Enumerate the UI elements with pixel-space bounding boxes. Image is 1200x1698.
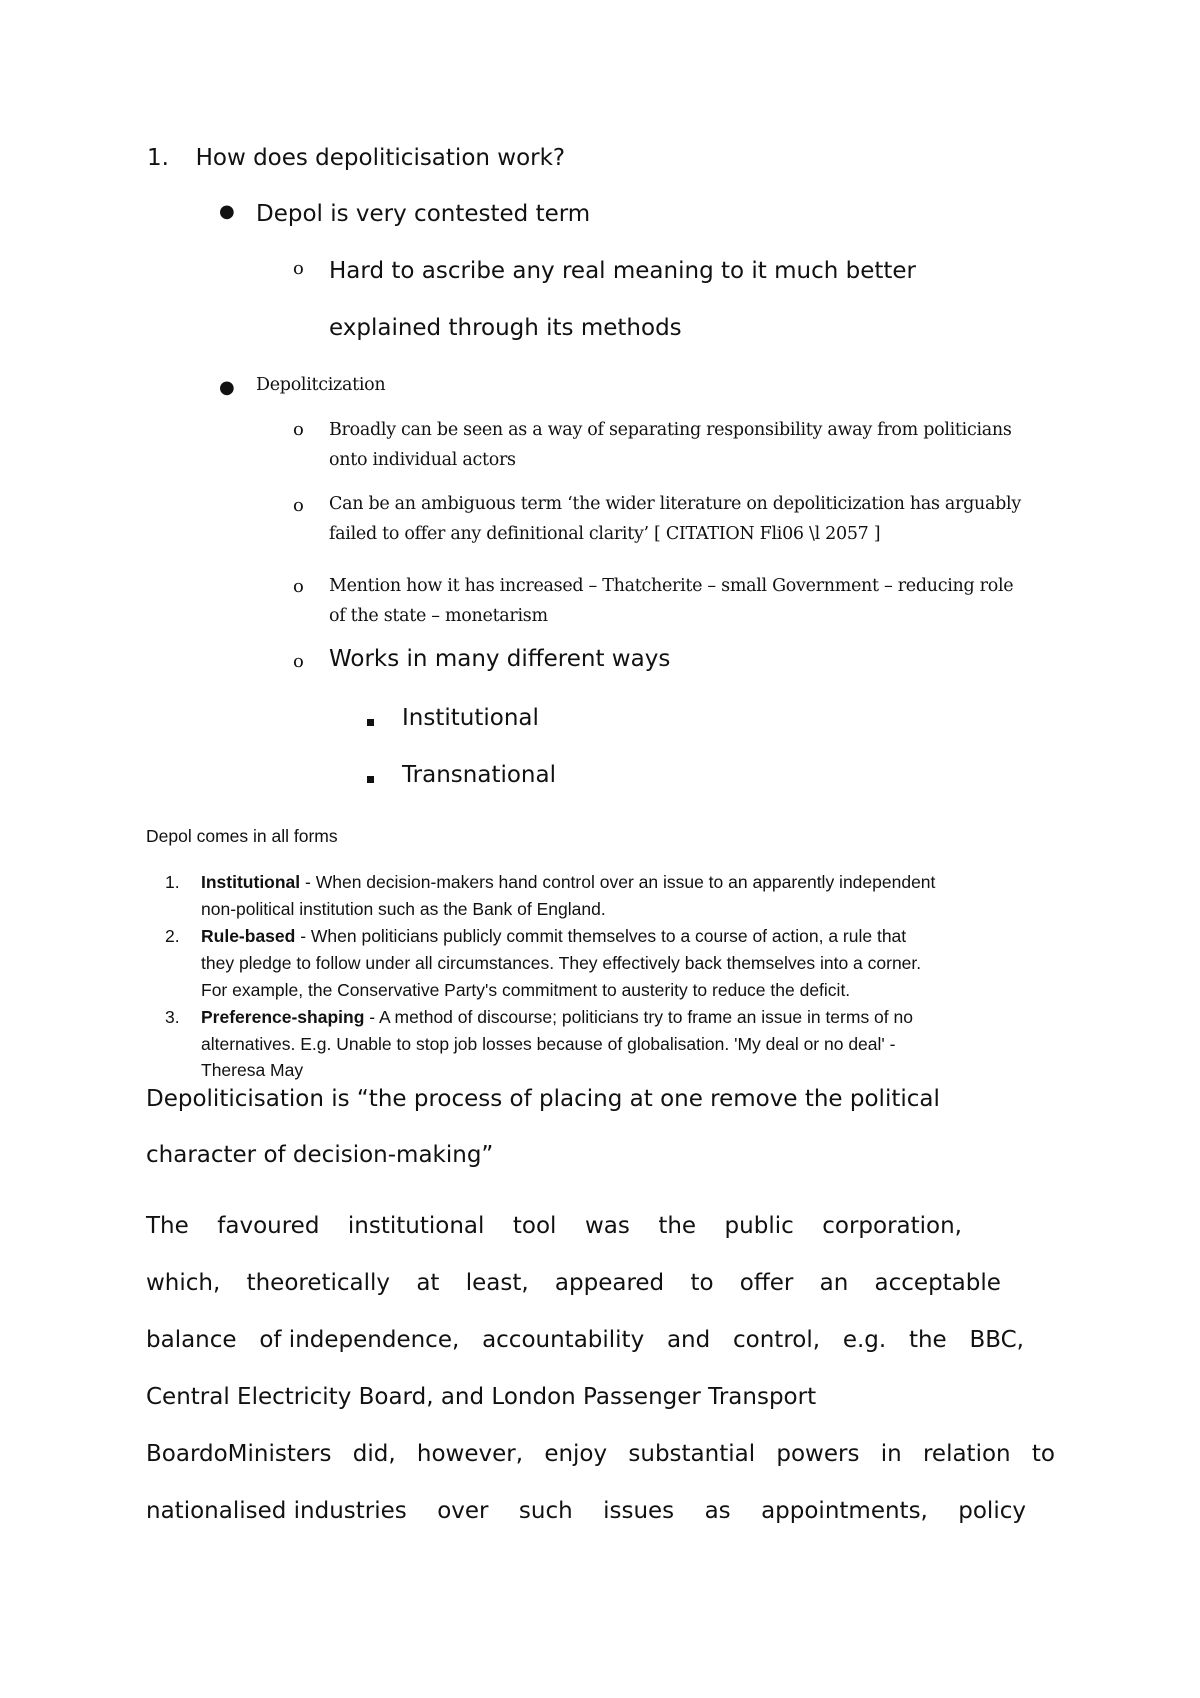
heading-number: 1. xyxy=(147,145,169,171)
list-term: Institutional xyxy=(201,872,301,892)
bullet-circle-icon: o xyxy=(293,258,304,279)
paragraph-word: least, xyxy=(465,1270,529,1296)
paragraph-word: control, xyxy=(733,1327,821,1353)
paragraph-word: such xyxy=(518,1498,573,1524)
list-item-line: Theresa May xyxy=(201,1060,304,1080)
forms-intro: Depol comes in all forms xyxy=(146,826,338,846)
list-item-line xyxy=(201,872,935,893)
paragraph-word: balance xyxy=(146,1327,237,1353)
list-item-line xyxy=(201,926,906,947)
paragraph-word: to xyxy=(690,1270,714,1296)
paragraph-word: at xyxy=(416,1270,440,1296)
list-number: 2. xyxy=(165,926,180,946)
paragraph-word: BoardoMinisters xyxy=(146,1441,332,1467)
bullet-disc-icon: ● xyxy=(219,201,235,222)
paragraph-word: corporation, xyxy=(822,1213,962,1239)
paragraph-word: the xyxy=(908,1327,947,1353)
bullet-circle-icon: o xyxy=(293,576,304,597)
list-number: 1. xyxy=(165,872,180,892)
bullet-text: Depolitcization xyxy=(256,375,386,395)
paragraph-word: powers xyxy=(776,1441,860,1467)
paragraph-word: e.g. xyxy=(842,1327,887,1353)
paragraph-word: relation xyxy=(922,1441,1011,1467)
paragraph-word: appeared xyxy=(554,1270,665,1296)
paragraph-word: offer xyxy=(739,1270,794,1296)
paragraph-line xyxy=(146,1270,1001,1296)
list-item-line: For example, the Conservative Party's commitment to austerity to reduce the deficit. xyxy=(201,980,851,1000)
paragraph-line xyxy=(146,1498,1026,1524)
paragraph-line xyxy=(146,1441,1055,1467)
paragraph-word: was xyxy=(584,1213,630,1239)
list-text: - A method of discourse; politicians try to frame an issue in terms of no xyxy=(364,1007,913,1027)
paragraph-word: of independence, xyxy=(259,1327,460,1353)
list-item-line: non-political institution such as the Bank of England. xyxy=(201,899,606,919)
sub-bullet-line: explained through its methods xyxy=(329,315,682,341)
paragraph-word: public xyxy=(724,1213,794,1239)
paragraph-word: institutional xyxy=(347,1213,485,1239)
paragraph-word: nationalised industries xyxy=(146,1498,407,1524)
paragraph-word: The xyxy=(146,1213,189,1239)
paragraph-word: enjoy xyxy=(544,1441,608,1467)
list-term: Preference-shaping xyxy=(201,1007,365,1027)
list-item-line: alternatives. E.g. Unable to stop job losses because of globalisation. 'My deal or no deal' - xyxy=(201,1034,896,1054)
sub-bullet-line: of the state – monetarism xyxy=(329,606,548,626)
paragraph-line xyxy=(146,1213,962,1239)
paragraph-word: issues xyxy=(603,1498,675,1524)
paragraph-line xyxy=(146,1327,1024,1353)
paragraph-word: as xyxy=(704,1498,731,1524)
definition-line: Depoliticisation is “the process of placing at one remove the political xyxy=(146,1086,940,1112)
sub-bullet-line: Broadly can be seen as a way of separating responsibility away from politicians xyxy=(329,420,1012,440)
list-item-line: they pledge to follow under all circumstances. They effectively back themselves into a corner. xyxy=(201,953,922,973)
paragraph-word: accountability xyxy=(482,1327,645,1353)
paragraph-word: the xyxy=(658,1213,697,1239)
paragraph-word: did, xyxy=(352,1441,396,1467)
heading-text: How does depoliticisation work? xyxy=(195,145,566,171)
question-heading xyxy=(147,145,565,171)
paragraph-word: which, xyxy=(146,1270,221,1296)
list-text: - When decision-makers hand control over an issue to an apparently independent xyxy=(300,872,936,892)
sub-bullet-line: Works in many different ways xyxy=(329,646,671,672)
sub-bullet-line: Can be an ambiguous term ‘the wider literature on depoliticization has arguably xyxy=(329,494,1021,514)
sub-bullet-line: onto individual actors xyxy=(329,450,516,470)
bullet-circle-icon: o xyxy=(293,495,304,516)
paragraph-word: substantial xyxy=(628,1441,756,1467)
paragraph-word: over xyxy=(437,1498,489,1524)
paragraph-word: and xyxy=(666,1327,711,1353)
sub-bullet-line: failed to offer any definitional clarity’ [ CITATION Fli06 \l 2057 ] xyxy=(329,524,881,544)
list-text: - When politicians publicly commit themselves to a course of action, a rule that xyxy=(295,926,907,946)
sub-sub-bullet-text: Institutional xyxy=(402,705,539,731)
paragraph-word: favoured xyxy=(217,1213,320,1239)
bullet-text: Depol is very contested term xyxy=(256,201,591,227)
bullet-circle-icon: o xyxy=(293,651,304,672)
definition-line: character of decision-making” xyxy=(146,1142,494,1168)
bullet-disc-icon: ● xyxy=(219,377,235,398)
paragraph-word: policy xyxy=(958,1498,1026,1524)
sub-sub-bullet-text: Transnational xyxy=(402,762,556,788)
paragraph-word: acceptable xyxy=(874,1270,1001,1296)
list-item-line xyxy=(201,1007,913,1028)
paragraph-word: theoretically xyxy=(246,1270,391,1296)
sub-bullet-line: Hard to ascribe any real meaning to it much better xyxy=(329,258,917,284)
square-bullet-icon xyxy=(367,711,374,730)
list-number: 3. xyxy=(165,1007,180,1027)
paragraph-word: appointments, xyxy=(761,1498,928,1524)
bullet-circle-icon: o xyxy=(293,419,304,440)
paragraph-word: however, xyxy=(416,1441,524,1467)
square-bullet-icon xyxy=(367,768,374,787)
list-term: Rule-based xyxy=(201,926,296,946)
sub-bullet-line: Mention how it has increased – Thatcherite – small Government – reducing role xyxy=(329,576,1014,596)
paragraph-word: tool xyxy=(512,1213,557,1239)
paragraph-line: Central Electricity Board, and London Passenger Transport xyxy=(146,1384,817,1410)
paragraph-word: in xyxy=(880,1441,902,1467)
paragraph-word: BBC, xyxy=(969,1327,1024,1353)
paragraph-word: an xyxy=(819,1270,849,1296)
paragraph-word: to xyxy=(1031,1441,1055,1467)
